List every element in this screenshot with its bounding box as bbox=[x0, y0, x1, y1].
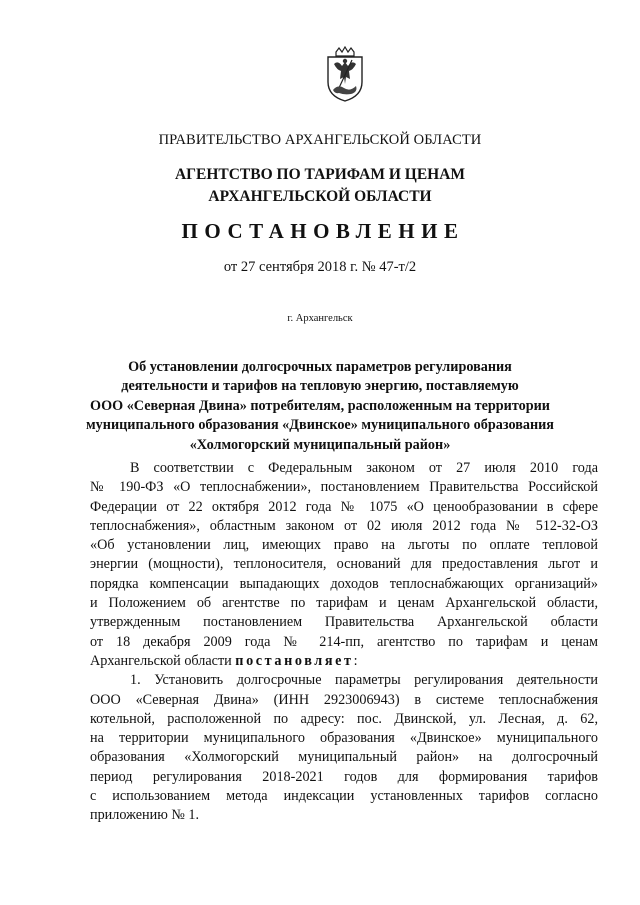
item-1-line: 1. Установить долгосрочные параметры регулирования деятельности bbox=[130, 672, 598, 689]
item-1-line: с использованием метода индексации установленных тарифов согласно bbox=[90, 788, 598, 805]
preamble-line: порядка компенсации выпадающих доходов теплоснабжающих организаций» bbox=[90, 575, 598, 592]
document-body bbox=[90, 459, 598, 826]
agency-name-line: АГЕНТСТВО ПО ТАРИФАМ И ЦЕНАМ bbox=[174, 166, 466, 183]
agency-name-line: АРХАНГЕЛЬСКОЙ ОБЛАСТИ bbox=[208, 188, 432, 205]
title-line: деятельности и тарифов на тепловую энергию, поставляемую bbox=[121, 378, 519, 395]
arkhangelsk-coat-of-arms-icon bbox=[322, 46, 368, 102]
item-1-line: котельной, расположенной по адресу: пос. Двинской, ул. Лесная, д. 62, bbox=[90, 710, 598, 727]
document-city: г. Архангельск bbox=[287, 313, 353, 324]
preamble-line: В соответствии с Федеральным законом от 27 июля 2010 года bbox=[130, 460, 598, 476]
government-name: ПРАВИТЕЛЬСТВО АРХАНГЕЛЬСКОЙ ОБЛАСТИ bbox=[158, 132, 482, 148]
item-1-paragraph bbox=[90, 671, 598, 825]
title-line: муниципального образования «Двинское» муниципального образования bbox=[86, 417, 554, 434]
title-line: «Холмогорский муниципальный район» bbox=[189, 436, 451, 453]
preamble-line: и Положением об агентстве по тарифам и ценам Архангельской области, bbox=[90, 595, 598, 612]
document-title bbox=[80, 358, 560, 455]
preamble-line: «Об установлении лиц, имеющих право на льготы по оплате тепловой bbox=[90, 537, 598, 554]
preamble-line: Федерации от 22 октября 2012 года № 1075 «О ценообразовании в сфере bbox=[90, 498, 598, 515]
item-1-line: на территории муниципального образования «Двинское» муниципального bbox=[90, 730, 598, 747]
preamble-line: утвержденным постановлением Правительства Архангельской области bbox=[90, 614, 598, 631]
title-line: Об установлении долгосрочных параметров регулирования bbox=[128, 359, 512, 375]
resolves-colon: : bbox=[353, 652, 358, 669]
preamble-line: от 18 декабря 2009 года № 214-пп, агентство по тарифам и ценам bbox=[90, 633, 598, 650]
preamble-line: теплоснабжения», областным законом от 02 июля 2012 года № 512-32-ОЗ bbox=[90, 517, 598, 534]
resolves-word: постановляет bbox=[235, 652, 354, 669]
preamble-paragraph bbox=[90, 459, 598, 671]
title-line: ООО «Северная Двина» потребителям, расположенным на территории bbox=[90, 397, 550, 414]
document-date-number: от 27 сентября 2018 г. № 47-т/2 bbox=[223, 259, 417, 275]
item-1-line: период регулирования 2018-2021 годов для формирования тарифов bbox=[90, 768, 598, 785]
item-1-line: ООО «Северная Двина» (ИНН 2923006943) в системе теплоснабжения bbox=[90, 691, 598, 708]
preamble-final-line bbox=[90, 652, 598, 671]
preamble-line: энергии (мощности), теплоносителя, оснований для предоставления льгот и bbox=[90, 556, 598, 573]
item-1-line: приложению № 1. bbox=[90, 807, 200, 824]
item-1-line: образования «Холмогорский муниципальный район» на долгосрочный bbox=[90, 749, 598, 766]
document-type: ПОСТАНОВЛЕНИЕ bbox=[181, 219, 465, 243]
agency-name bbox=[0, 164, 640, 208]
preamble-line: № 190-ФЗ «О теплоснабжении», постановлением Правительства Российской bbox=[90, 479, 598, 496]
preamble-final-text: Архангельской области bbox=[90, 652, 236, 669]
